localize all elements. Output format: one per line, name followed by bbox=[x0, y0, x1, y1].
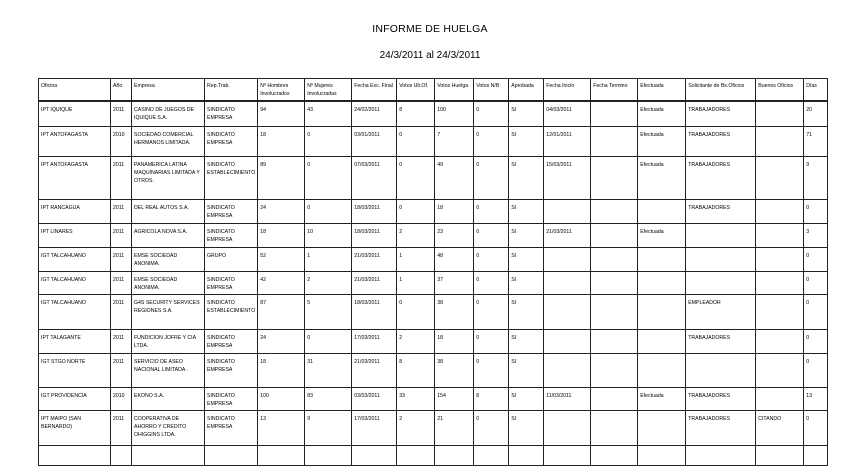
cell-anio: 2011 bbox=[111, 199, 132, 223]
column-header-buenos-oficios: Buenos Oficios bbox=[756, 79, 804, 102]
cell-empresa: G4S SECURITY SERVICES REGIONES S.A. bbox=[132, 294, 205, 329]
cell-dias: 9 bbox=[804, 156, 828, 199]
cell-solicitante: TRABAJADORES bbox=[686, 199, 756, 223]
cell-votos-ult-of bbox=[397, 445, 435, 465]
table-row bbox=[39, 156, 828, 199]
cell-efectuada bbox=[638, 294, 686, 329]
cell-empresa: EKONO S.A. bbox=[132, 387, 205, 410]
cell-dias: 3 bbox=[804, 223, 828, 247]
cell-oficina: IPT IQUIQUE bbox=[39, 101, 111, 126]
cell-dias: 13 bbox=[804, 387, 828, 410]
cell-anio: 2011 bbox=[111, 410, 132, 445]
cell-oficina: IPT MAIPO (SAN BERNARDO) bbox=[39, 410, 111, 445]
cell-mujeres: 83 bbox=[305, 387, 352, 410]
cell-fecha-exc-final: 18/03/2011 bbox=[352, 223, 397, 247]
column-header-votos-nb: Votos N/B bbox=[474, 79, 509, 102]
table-row bbox=[39, 101, 828, 126]
cell-votos-ult-of: 0 bbox=[397, 126, 435, 156]
cell-solicitante: TRABAJADORES bbox=[686, 329, 756, 353]
cell-empresa: CASINO DE JUEGOS DE IQUIQUE S.A. bbox=[132, 101, 205, 126]
cell-mujeres: 0 bbox=[305, 329, 352, 353]
table-row bbox=[39, 271, 828, 294]
cell-solicitante bbox=[686, 445, 756, 465]
cell-votos-huelga bbox=[435, 445, 474, 465]
cell-empresa: EMSE SOCIEDAD ANONIMA. bbox=[132, 247, 205, 271]
cell-buenos-oficios bbox=[756, 101, 804, 126]
cell-fecha-exc-final: 21/03/2011 bbox=[352, 271, 397, 294]
cell-buenos-oficios bbox=[756, 329, 804, 353]
cell-fecha-inicio bbox=[544, 353, 591, 387]
cell-empresa: COOPERATIVA DE AHORRO Y CREDITO OHIGGINS LTDA. bbox=[132, 410, 205, 445]
cell-rep-trab: SINDICATO EMPRESA bbox=[205, 387, 258, 410]
cell-dias: 0 bbox=[804, 353, 828, 387]
cell-efectuada: Efectuada bbox=[638, 223, 686, 247]
cell-votos-ult-of: 0 bbox=[397, 156, 435, 199]
cell-votos-huelga: 49 bbox=[435, 156, 474, 199]
cell-fecha-termino bbox=[591, 101, 638, 126]
cell-anio: 2010 bbox=[111, 387, 132, 410]
cell-votos-ult-of: 1 bbox=[397, 271, 435, 294]
cell-votos-nb: 8 bbox=[474, 387, 509, 410]
cell-fecha-termino bbox=[591, 126, 638, 156]
cell-rep-trab: SINDICATO EMPRESA bbox=[205, 353, 258, 387]
column-header-solicitante: Solicitante de Bs.Oficios bbox=[686, 79, 756, 102]
cell-oficina: IPT ANTOFAGASTA bbox=[39, 126, 111, 156]
cell-fecha-exc-final: 17/03/2011 bbox=[352, 329, 397, 353]
cell-dias bbox=[804, 445, 828, 465]
cell-votos-huelga: 21 bbox=[435, 410, 474, 445]
table-row bbox=[39, 126, 828, 156]
cell-buenos-oficios bbox=[756, 294, 804, 329]
cell-fecha-exc-final: 18/03/2011 bbox=[352, 294, 397, 329]
cell-dias: 0 bbox=[804, 410, 828, 445]
cell-fecha-inicio bbox=[544, 410, 591, 445]
cell-fecha-inicio: 15/03/2011 bbox=[544, 156, 591, 199]
cell-anio: 2011 bbox=[111, 353, 132, 387]
cell-mujeres bbox=[305, 445, 352, 465]
cell-mujeres: 9 bbox=[305, 410, 352, 445]
cell-fecha-termino bbox=[591, 387, 638, 410]
cell-fecha-inicio: 11/03/2011 bbox=[544, 387, 591, 410]
cell-fecha-inicio bbox=[544, 271, 591, 294]
cell-aprobada: SI bbox=[509, 247, 544, 271]
cell-fecha-exc-final: 17/03/2011 bbox=[352, 410, 397, 445]
cell-hombres: 52 bbox=[258, 247, 305, 271]
cell-buenos-oficios: CITANDO bbox=[756, 410, 804, 445]
cell-votos-nb: 0 bbox=[474, 410, 509, 445]
cell-fecha-inicio bbox=[544, 445, 591, 465]
cell-fecha-inicio bbox=[544, 329, 591, 353]
cell-votos-ult-of: 8 bbox=[397, 101, 435, 126]
cell-mujeres: 0 bbox=[305, 126, 352, 156]
cell-empresa bbox=[132, 445, 205, 465]
cell-solicitante: TRABAJADORES bbox=[686, 126, 756, 156]
cell-anio bbox=[111, 445, 132, 465]
column-header-fecha-inicio: Fecha Inicio bbox=[544, 79, 591, 102]
cell-rep-trab: SINDICATO EMPRESA bbox=[205, 329, 258, 353]
cell-efectuada: Efectuada bbox=[638, 156, 686, 199]
cell-mujeres: 1 bbox=[305, 247, 352, 271]
cell-votos-huelga: 7 bbox=[435, 126, 474, 156]
cell-votos-ult-of: 0 bbox=[397, 294, 435, 329]
cell-votos-nb: 0 bbox=[474, 223, 509, 247]
cell-anio: 2011 bbox=[111, 271, 132, 294]
cell-solicitante bbox=[686, 223, 756, 247]
cell-oficina: IPT LINARES bbox=[39, 223, 111, 247]
cell-efectuada: Efectuada bbox=[638, 387, 686, 410]
cell-rep-trab: SINDICATO ESTABLECIMIENTO bbox=[205, 156, 258, 199]
cell-fecha-exc-final bbox=[352, 445, 397, 465]
cell-votos-huelga: 48 bbox=[435, 247, 474, 271]
cell-fecha-exc-final: 03/01/2011 bbox=[352, 126, 397, 156]
cell-buenos-oficios bbox=[756, 156, 804, 199]
cell-dias: 0 bbox=[804, 199, 828, 223]
cell-mujeres: 31 bbox=[305, 353, 352, 387]
cell-fecha-termino bbox=[591, 329, 638, 353]
cell-efectuada bbox=[638, 247, 686, 271]
table-row bbox=[39, 223, 828, 247]
cell-dias: 0 bbox=[804, 294, 828, 329]
cell-fecha-exc-final: 18/03/2011 bbox=[352, 199, 397, 223]
column-header-aprobada: Aprobada bbox=[509, 79, 544, 102]
column-header-dias: Días bbox=[804, 79, 828, 102]
cell-solicitante bbox=[686, 271, 756, 294]
table-row bbox=[39, 294, 828, 329]
cell-anio: 2011 bbox=[111, 247, 132, 271]
cell-oficina: IPT RANCAGUA bbox=[39, 199, 111, 223]
cell-rep-trab: SINDICATO EMPRESA bbox=[205, 126, 258, 156]
cell-dias: 0 bbox=[804, 271, 828, 294]
table-row bbox=[39, 353, 828, 387]
cell-empresa: PANAMERICA LATINA MAQUINARIAS LIMITADA Y OTROS. bbox=[132, 156, 205, 199]
cell-buenos-oficios bbox=[756, 247, 804, 271]
cell-rep-trab: SINDICATO EMPRESA bbox=[205, 101, 258, 126]
cell-solicitante: TRABAJADORES bbox=[686, 101, 756, 126]
cell-oficina: IGT STGO NORTE bbox=[39, 353, 111, 387]
cell-votos-huelga: 38 bbox=[435, 294, 474, 329]
cell-oficina: IGT PROVIDENCIA bbox=[39, 387, 111, 410]
cell-anio: 2011 bbox=[111, 223, 132, 247]
cell-fecha-termino bbox=[591, 271, 638, 294]
cell-rep-trab: SINDICATO EMPRESA bbox=[205, 271, 258, 294]
table-row bbox=[39, 199, 828, 223]
cell-efectuada bbox=[638, 271, 686, 294]
cell-fecha-inicio: 12/01/2011 bbox=[544, 126, 591, 156]
cell-buenos-oficios bbox=[756, 271, 804, 294]
cell-hombres bbox=[258, 445, 305, 465]
cell-empresa: AGRICOLA NOVA S.A. bbox=[132, 223, 205, 247]
cell-solicitante: TRABAJADORES bbox=[686, 410, 756, 445]
cell-aprobada: SI bbox=[509, 329, 544, 353]
cell-anio: 2010 bbox=[111, 126, 132, 156]
cell-fecha-termino bbox=[591, 410, 638, 445]
column-header-hombres: Nº Hombres Involucrados bbox=[258, 79, 305, 102]
cell-solicitante: TRABAJADORES bbox=[686, 156, 756, 199]
cell-mujeres: 10 bbox=[305, 223, 352, 247]
cell-fecha-termino bbox=[591, 223, 638, 247]
cell-oficina: IGT TALCAHUANO bbox=[39, 271, 111, 294]
cell-efectuada: Efectuada bbox=[638, 101, 686, 126]
cell-efectuada: Efectuada bbox=[638, 126, 686, 156]
cell-fecha-inicio: 04/03/2011 bbox=[544, 101, 591, 126]
cell-fecha-exc-final: 24/02/2011 bbox=[352, 101, 397, 126]
cell-votos-huelga: 100 bbox=[435, 101, 474, 126]
column-header-anio: Año bbox=[111, 79, 132, 102]
cell-dias: 0 bbox=[804, 247, 828, 271]
cell-buenos-oficios bbox=[756, 126, 804, 156]
cell-aprobada: SI bbox=[509, 271, 544, 294]
column-header-votos-huelga: Votos Huelga bbox=[435, 79, 474, 102]
cell-empresa: SOCIEDAD COMERCIAL HERMANOS LIMITADA. bbox=[132, 126, 205, 156]
cell-aprobada: SI bbox=[509, 126, 544, 156]
cell-empresa: SERVICIO DE ASEO NACIONAL LIMITADA . bbox=[132, 353, 205, 387]
cell-oficina: IPT ANTOFAGASTA bbox=[39, 156, 111, 199]
table-row bbox=[39, 329, 828, 353]
cell-efectuada bbox=[638, 329, 686, 353]
cell-oficina: IPT TALAGANTE bbox=[39, 329, 111, 353]
cell-aprobada: SI bbox=[509, 294, 544, 329]
cell-hombres: 13 bbox=[258, 410, 305, 445]
cell-mujeres: 5 bbox=[305, 294, 352, 329]
cell-rep-trab: SINDICATO EMPRESA bbox=[205, 223, 258, 247]
cell-oficina: IGT TALCAHUANO bbox=[39, 294, 111, 329]
table-row bbox=[39, 410, 828, 445]
cell-buenos-oficios bbox=[756, 353, 804, 387]
cell-fecha-exc-final: 07/03/2011 bbox=[352, 156, 397, 199]
cell-rep-trab: SINDICATO EMPRESA bbox=[205, 199, 258, 223]
column-header-fecha-exc-final: Fecha Exc. Final bbox=[352, 79, 397, 102]
cell-hombres: 24 bbox=[258, 199, 305, 223]
column-header-oficina: Oficina bbox=[39, 79, 111, 102]
cell-fecha-inicio bbox=[544, 294, 591, 329]
cell-aprobada: SI bbox=[509, 199, 544, 223]
report-title: INFORME DE HUELGA bbox=[372, 23, 488, 35]
cell-fecha-exc-final: 03/03/2011 bbox=[352, 387, 397, 410]
cell-hombres: 87 bbox=[258, 294, 305, 329]
cell-votos-ult-of: 2 bbox=[397, 329, 435, 353]
cell-votos-nb: 0 bbox=[474, 199, 509, 223]
cell-mujeres: 43 bbox=[305, 101, 352, 126]
cell-votos-ult-of: 2 bbox=[397, 223, 435, 247]
cell-hombres: 24 bbox=[258, 329, 305, 353]
cell-dias: 71 bbox=[804, 126, 828, 156]
cell-votos-nb bbox=[474, 445, 509, 465]
cell-votos-huelga: 18 bbox=[435, 199, 474, 223]
cell-fecha-termino bbox=[591, 199, 638, 223]
cell-aprobada: SI bbox=[509, 101, 544, 126]
cell-aprobada: SI bbox=[509, 353, 544, 387]
cell-votos-huelga: 37 bbox=[435, 271, 474, 294]
cell-rep-trab: SINDICATO EMPRESA bbox=[205, 410, 258, 445]
cell-fecha-termino bbox=[591, 156, 638, 199]
cell-votos-ult-of: 2 bbox=[397, 410, 435, 445]
cell-fecha-termino bbox=[591, 353, 638, 387]
table-header-row bbox=[39, 79, 828, 102]
cell-votos-nb: 0 bbox=[474, 329, 509, 353]
cell-fecha-inicio bbox=[544, 247, 591, 271]
cell-empresa: DEL REAL AUTOS S.A. bbox=[132, 199, 205, 223]
cell-votos-nb: 0 bbox=[474, 271, 509, 294]
cell-dias: 0 bbox=[804, 329, 828, 353]
cell-efectuada bbox=[638, 199, 686, 223]
column-header-mujeres: Nº Mujeres Involucradas bbox=[305, 79, 352, 102]
cell-votos-huelga: 18 bbox=[435, 329, 474, 353]
table-row bbox=[39, 247, 828, 271]
cell-mujeres: 2 bbox=[305, 271, 352, 294]
cell-votos-huelga: 154 bbox=[435, 387, 474, 410]
cell-votos-nb: 0 bbox=[474, 156, 509, 199]
cell-fecha-termino bbox=[591, 247, 638, 271]
cell-efectuada bbox=[638, 410, 686, 445]
cell-votos-ult-of: 33 bbox=[397, 387, 435, 410]
column-header-empresa: Empresa bbox=[132, 79, 205, 102]
cell-hombres: 18 bbox=[258, 126, 305, 156]
cell-buenos-oficios bbox=[756, 445, 804, 465]
cell-empresa: EMSE SOCIEDAD ANONIMA. bbox=[132, 271, 205, 294]
cell-votos-nb: 0 bbox=[474, 247, 509, 271]
cell-fecha-exc-final: 21/03/2011 bbox=[352, 247, 397, 271]
cell-mujeres: 0 bbox=[305, 156, 352, 199]
table-body bbox=[39, 101, 828, 465]
cell-efectuada bbox=[638, 353, 686, 387]
column-header-rep-trab: Rep.Trab. bbox=[205, 79, 258, 102]
cell-fecha-inicio: 21/03/2011 bbox=[544, 223, 591, 247]
cell-anio: 2011 bbox=[111, 101, 132, 126]
column-header-votos-ult-of: Votos Ult.Of. bbox=[397, 79, 435, 102]
cell-votos-nb: 0 bbox=[474, 353, 509, 387]
report-date-range: 24/3/2011 al 24/3/2011 bbox=[379, 50, 481, 61]
cell-votos-huelga: 23 bbox=[435, 223, 474, 247]
cell-rep-trab: GRUPO bbox=[205, 247, 258, 271]
cell-mujeres: 0 bbox=[305, 199, 352, 223]
cell-solicitante bbox=[686, 247, 756, 271]
cell-rep-trab bbox=[205, 445, 258, 465]
cell-fecha-inicio bbox=[544, 199, 591, 223]
column-header-efectuada: Efectuada bbox=[638, 79, 686, 102]
cell-anio: 2011 bbox=[111, 156, 132, 199]
cell-fecha-termino bbox=[591, 294, 638, 329]
cell-rep-trab: SINDICATO ESTABLECIMIENTO bbox=[205, 294, 258, 329]
cell-hombres: 18 bbox=[258, 223, 305, 247]
cell-aprobada bbox=[509, 445, 544, 465]
table-row bbox=[39, 387, 828, 410]
cell-votos-huelga: 38 bbox=[435, 353, 474, 387]
cell-votos-nb: 0 bbox=[474, 294, 509, 329]
cell-buenos-oficios bbox=[756, 387, 804, 410]
cell-votos-nb: 0 bbox=[474, 101, 509, 126]
cell-anio: 2011 bbox=[111, 294, 132, 329]
cell-dias: 20 bbox=[804, 101, 828, 126]
cell-votos-nb: 0 bbox=[474, 126, 509, 156]
cell-oficina bbox=[39, 445, 111, 465]
cell-aprobada: SI bbox=[509, 387, 544, 410]
cell-buenos-oficios bbox=[756, 199, 804, 223]
cell-solicitante: TRABAJADORES bbox=[686, 387, 756, 410]
cell-efectuada bbox=[638, 445, 686, 465]
cell-hombres: 18 bbox=[258, 353, 305, 387]
column-header-fecha-termino: Fecha Termino bbox=[591, 79, 638, 102]
table-row bbox=[39, 445, 828, 465]
cell-hombres: 100 bbox=[258, 387, 305, 410]
cell-hombres: 94 bbox=[258, 101, 305, 126]
cell-votos-ult-of: 1 bbox=[397, 247, 435, 271]
cell-buenos-oficios bbox=[756, 223, 804, 247]
cell-votos-ult-of: 0 bbox=[397, 199, 435, 223]
cell-hombres: 89 bbox=[258, 156, 305, 199]
cell-solicitante: EMPLEADOR bbox=[686, 294, 756, 329]
cell-oficina: IGT TALCAHUANO bbox=[39, 247, 111, 271]
cell-aprobada: SI bbox=[509, 223, 544, 247]
cell-empresa: FUNDICION JOFRE Y CIA LTDA. bbox=[132, 329, 205, 353]
cell-aprobada: SI bbox=[509, 156, 544, 199]
cell-fecha-termino bbox=[591, 445, 638, 465]
strike-report-table bbox=[38, 78, 828, 466]
cell-solicitante bbox=[686, 353, 756, 387]
cell-votos-ult-of: 8 bbox=[397, 353, 435, 387]
cell-hombres: 42 bbox=[258, 271, 305, 294]
cell-fecha-exc-final: 21/03/2011 bbox=[352, 353, 397, 387]
cell-aprobada: SI bbox=[509, 410, 544, 445]
cell-anio: 2011 bbox=[111, 329, 132, 353]
